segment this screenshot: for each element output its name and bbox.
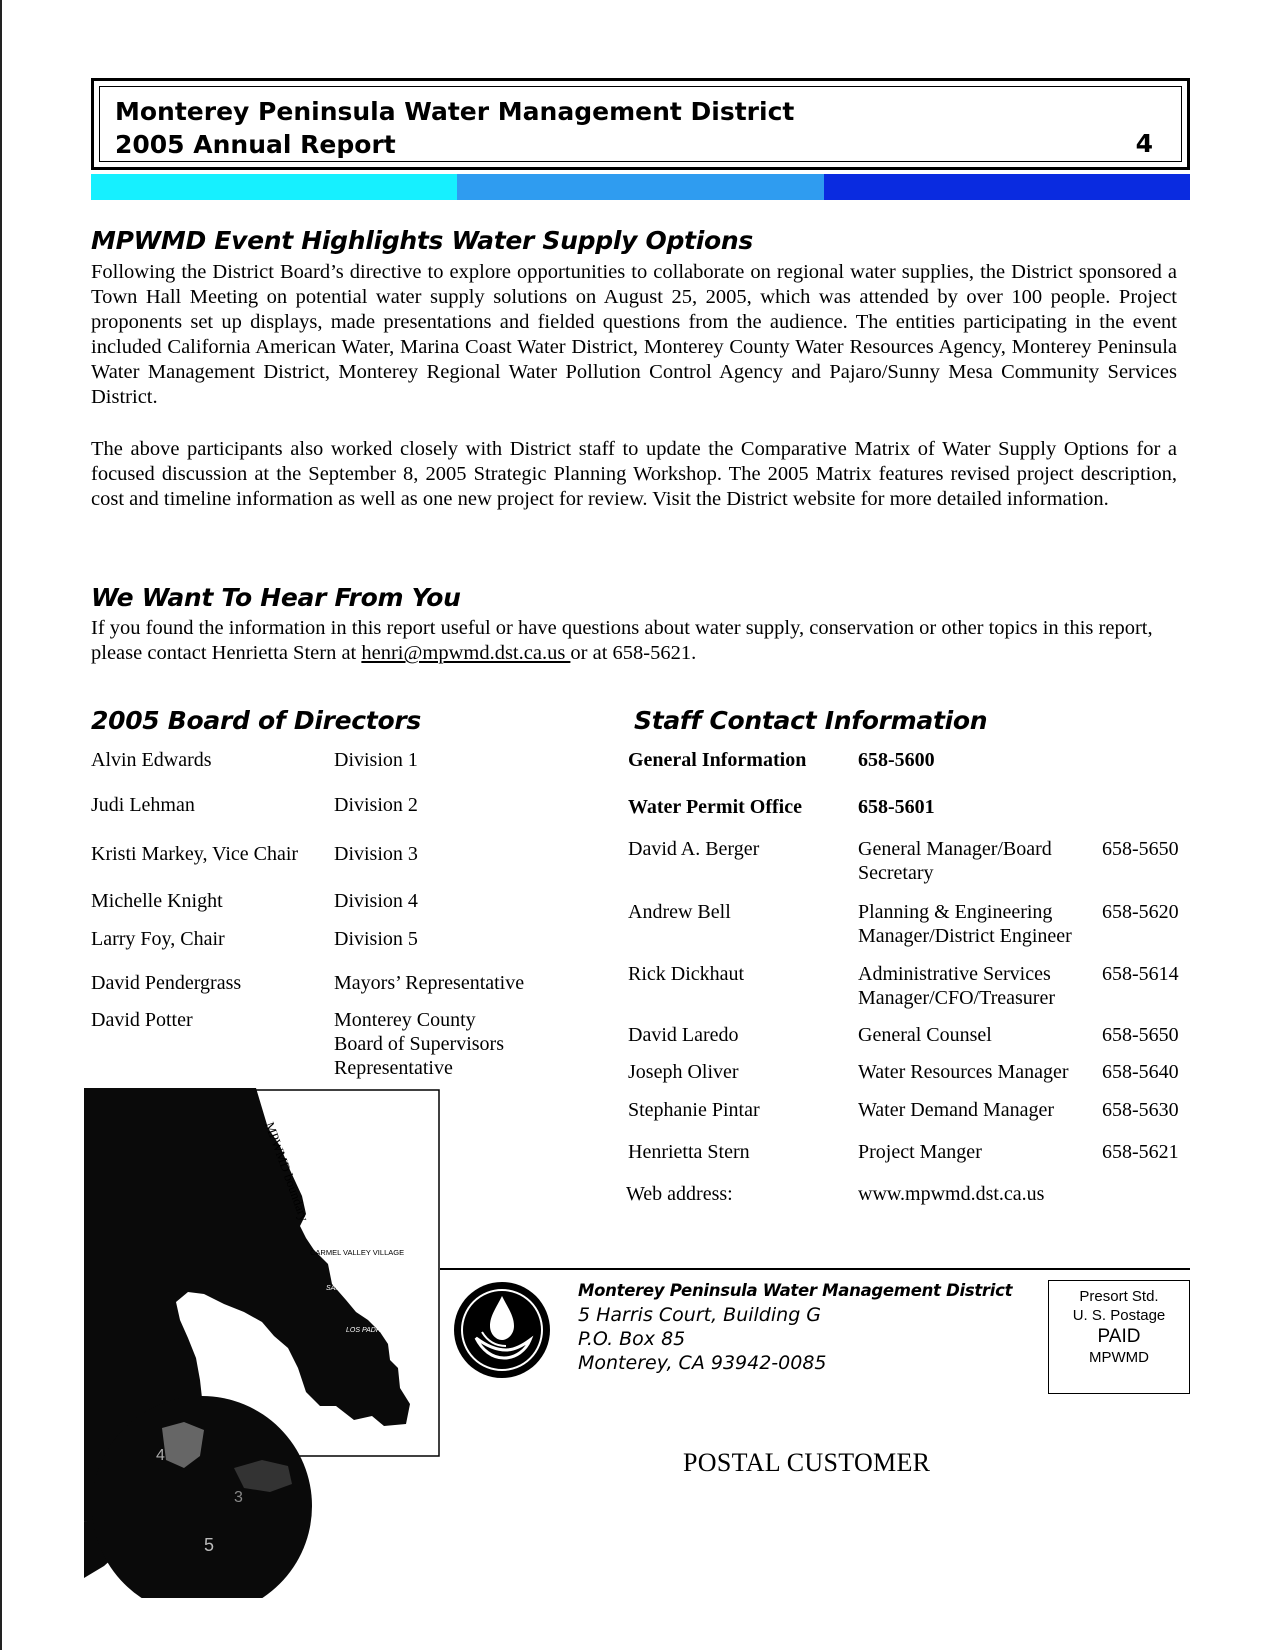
board-member-division: Division 5 bbox=[334, 928, 418, 950]
return-address bbox=[578, 1279, 1012, 1375]
board-member-division: Division 1 bbox=[334, 749, 418, 771]
staff-name: Henrietta Stern bbox=[628, 1141, 750, 1163]
hear-heading: We Want To Hear From You bbox=[91, 583, 461, 612]
staff-name: Joseph Oliver bbox=[628, 1061, 739, 1083]
staff-title: Project Manger bbox=[858, 1141, 982, 1163]
return-address-line: Monterey, CA 93942-0085 bbox=[578, 1352, 827, 1374]
map-place-label: LOS PADRES DAM bbox=[346, 1327, 408, 1334]
page-number: 4 bbox=[1135, 129, 1153, 158]
board-member-name: David Potter bbox=[91, 1009, 193, 1031]
staff-title: General Manager/Board Secretary bbox=[858, 838, 1052, 884]
staff-phone: 658-5650 bbox=[1102, 838, 1179, 860]
header-report-title: 2005 Annual Report bbox=[115, 130, 396, 159]
color-stripe-blue bbox=[457, 174, 824, 200]
board-member-name: Kristi Markey, Vice Chair bbox=[91, 843, 299, 865]
postage-line: MPWMD bbox=[1089, 1349, 1149, 1366]
report-header bbox=[91, 78, 1190, 170]
board-member-name: Alvin Edwards bbox=[91, 749, 212, 771]
web-address-label: Web address: bbox=[626, 1183, 733, 1205]
return-address-line: 5 Harris Court, Building G bbox=[578, 1304, 822, 1326]
hear-paragraph bbox=[91, 616, 1191, 666]
postage-line: Presort Std. bbox=[1079, 1288, 1159, 1305]
return-address-org: Monterey Peninsula Water Management District bbox=[578, 1281, 1013, 1300]
event-paragraph-2: The above participants also worked closely with District staff to update the Comparative Matrix of Water Supply Options for a focused discussion at the September 8, 2005 Strategic Planning Workshop. The 2005 Matrix features revised project description, cost and timeline information as well as one new project for review. Visit the District website for more detailed information. bbox=[91, 438, 1177, 510]
map-boundary-label: MPWMD boundary bbox=[262, 1119, 312, 1224]
hear-text-after: or at 658-5621. bbox=[570, 642, 697, 664]
board-member-division: Mayors’ Representative bbox=[334, 972, 525, 994]
map-place-label: CARMEL VALLEY VILLAGE bbox=[310, 1248, 405, 1257]
staff-name: David Laredo bbox=[628, 1024, 739, 1046]
staff-general-label: General Information bbox=[628, 749, 807, 771]
hear-text-before: If you found the information in this report useful or have questions about water supply, conservation or other topics in this report, please contact Henrietta Stern at bbox=[91, 617, 1153, 664]
staff-title: Administrative Services Manager/CFO/Treasurer bbox=[858, 963, 1056, 1009]
staff-name: Andrew Bell bbox=[628, 901, 731, 923]
map-place-label: SAN CLEMENTE DAM bbox=[326, 1285, 398, 1292]
return-address-line: P.O. Box 85 bbox=[578, 1328, 686, 1350]
staff-name: Stephanie Pintar bbox=[628, 1099, 760, 1121]
postage-indicia bbox=[1048, 1280, 1190, 1394]
color-stripe-navy bbox=[824, 174, 1190, 200]
board-member-division: Monterey County Board of Supervisors Representative bbox=[334, 1009, 504, 1079]
staff-permit-label: Water Permit Office bbox=[628, 796, 802, 818]
staff-phone: 658-5621 bbox=[1102, 1141, 1179, 1163]
staff-phone: 658-5630 bbox=[1102, 1099, 1179, 1121]
board-heading: 2005 Board of Directors bbox=[91, 706, 421, 735]
board-member-name: Judi Lehman bbox=[91, 794, 195, 816]
postage-line: U. S. Postage bbox=[1072, 1307, 1166, 1324]
board-member-name: David Pendergrass bbox=[91, 972, 242, 994]
district-boundary-map bbox=[84, 1088, 442, 1598]
event-heading: MPWMD Event Highlights Water Supply Options bbox=[91, 226, 753, 255]
map-division-label: 5 bbox=[204, 1535, 215, 1555]
staff-name: David A. Berger bbox=[628, 838, 760, 860]
header-title bbox=[115, 95, 794, 161]
board-member-name: Michelle Knight bbox=[91, 890, 223, 912]
staff-phone: 658-5650 bbox=[1102, 1024, 1179, 1046]
map-division-label: 3 bbox=[234, 1489, 243, 1506]
page-edge-rule bbox=[0, 0, 2, 1650]
board-member-division: Division 2 bbox=[334, 794, 418, 816]
color-stripe-cyan bbox=[91, 174, 457, 200]
staff-title: General Counsel bbox=[858, 1024, 992, 1046]
staff-heading: Staff Contact Information bbox=[634, 706, 988, 735]
postal-recipient: POSTAL CUSTOMER bbox=[683, 1448, 931, 1477]
staff-name: Rick Dickhaut bbox=[628, 963, 745, 985]
map-division-label: 4 bbox=[156, 1447, 165, 1464]
staff-title: Water Demand Manager bbox=[858, 1099, 1055, 1121]
mailer-rule bbox=[440, 1268, 1190, 1270]
web-address-link[interactable]: www.mpwmd.dst.ca.us bbox=[858, 1183, 1045, 1205]
staff-permit-phone: 658-5601 bbox=[858, 796, 935, 818]
staff-general-phone: 658-5600 bbox=[858, 749, 935, 771]
board-member-division: Division 4 bbox=[334, 890, 418, 912]
staff-phone: 658-5614 bbox=[1102, 963, 1179, 985]
staff-title: Planning & Engineering Manager/District Engineer bbox=[858, 901, 1072, 947]
contact-email-link[interactable]: henri@mpwmd.dst.ca.us bbox=[361, 642, 571, 664]
staff-title: Water Resources Manager bbox=[858, 1061, 1069, 1083]
event-paragraph-1: Following the District Board’s directive to explore opportunities to collaborate on regional water supplies, the District sponsored a Town Hall Meeting on potential water supply solutions on August 25, 2005, which was attended by over 100 people. Project proponents set up displays, made presentations and fielded questions from the audience. The entities participating in the event included California American Water, Marina Coast Water District, Monterey County Water Resources Agency, Monterey Peninsula Water Management District, Monterey Regional Water Pollution Control Agency and Pajaro/Sunny Mesa Community Services District. bbox=[91, 261, 1177, 408]
staff-phone: 658-5620 bbox=[1102, 901, 1179, 923]
staff-phone: 658-5640 bbox=[1102, 1061, 1179, 1083]
postage-paid: PAID bbox=[1097, 1326, 1141, 1347]
board-member-name: Larry Foy, Chair bbox=[91, 928, 225, 950]
header-org-name: Monterey Peninsula Water Management District bbox=[115, 97, 795, 126]
water-drop-hands-logo-icon bbox=[452, 1280, 552, 1380]
board-member-division: Division 3 bbox=[334, 843, 418, 865]
